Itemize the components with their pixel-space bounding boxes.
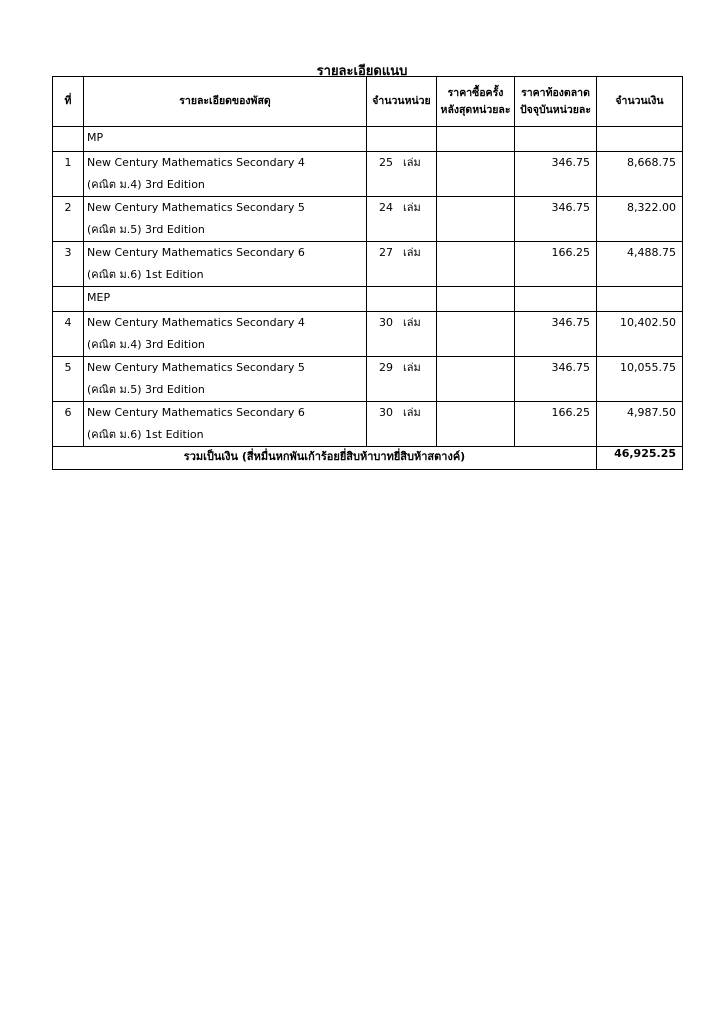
- item-market-price: 346.75: [515, 357, 597, 402]
- header-amount: จำนวนเงิน: [597, 77, 683, 127]
- header-last-price-line2: หลังสุดหน่วยละ: [440, 103, 511, 116]
- items-table: [52, 76, 683, 470]
- quantity-unit: เล่ม: [403, 156, 421, 169]
- item-quantity: [367, 197, 437, 242]
- item-amount: 10,402.50: [597, 312, 683, 357]
- document-title: รายละเอียดแนบ: [316, 64, 408, 79]
- item-quantity: [367, 242, 437, 287]
- item-title: New Century Mathematics Secondary 6: [87, 406, 305, 419]
- table-row: [53, 152, 683, 197]
- item-market-price: 166.25: [515, 402, 597, 447]
- table-row: [53, 242, 683, 287]
- item-market-price: 346.75: [515, 197, 597, 242]
- header-market-price-line1: ราคาท้องตลาด: [521, 86, 590, 99]
- quantity-value: 30: [379, 406, 393, 419]
- item-no: 1: [53, 152, 84, 197]
- quantity-value: 30: [379, 316, 393, 329]
- item-amount: 8,322.00: [597, 197, 683, 242]
- quantity-unit: เล่ม: [403, 246, 421, 259]
- item-description: [84, 242, 367, 287]
- item-quantity: [367, 152, 437, 197]
- item-description: [84, 152, 367, 197]
- item-last-price: [437, 242, 515, 287]
- item-amount: 8,668.75: [597, 152, 683, 197]
- item-quantity: [367, 402, 437, 447]
- item-amount: 4,987.50: [597, 402, 683, 447]
- item-subtitle: (คณิต ม.5) 3rd Edition: [87, 383, 205, 396]
- item-no: 2: [53, 197, 84, 242]
- quantity-value: 25: [379, 156, 393, 169]
- item-title: New Century Mathematics Secondary 5: [87, 201, 305, 214]
- item-market-price: 346.75: [515, 312, 597, 357]
- quantity-value: 27: [379, 246, 393, 259]
- item-no: 4: [53, 312, 84, 357]
- item-market-price: 346.75: [515, 152, 597, 197]
- quantity-value: 29: [379, 361, 393, 374]
- group-empty-cell: [597, 287, 683, 312]
- quantity-unit: เล่ม: [403, 316, 421, 329]
- item-subtitle: (คณิต ม.6) 1st Edition: [87, 428, 204, 441]
- group-no-cell: [53, 127, 84, 152]
- group-row: [53, 287, 683, 312]
- item-description: [84, 357, 367, 402]
- header-description: รายละเอียดของพัสดุ: [84, 77, 367, 127]
- item-last-price: [437, 357, 515, 402]
- item-amount: 10,055.75: [597, 357, 683, 402]
- item-quantity: [367, 357, 437, 402]
- group-empty-cell: [367, 287, 437, 312]
- group-empty-cell: [367, 127, 437, 152]
- item-subtitle: (คณิต ม.4) 3rd Edition: [87, 178, 205, 191]
- table-row: [53, 357, 683, 402]
- group-empty-cell: [437, 287, 515, 312]
- table-row: [53, 197, 683, 242]
- item-title: New Century Mathematics Secondary 4: [87, 156, 305, 169]
- quantity-unit: เล่ม: [403, 361, 421, 374]
- table-row: [53, 312, 683, 357]
- total-label: รวมเป็นเงิน (สี่หมื่นหกพันเก้าร้อยยี่สิบห้าบาทยี่สิบห้าสตางค์): [53, 447, 597, 470]
- group-name: MEP: [84, 287, 367, 312]
- table-row: [53, 402, 683, 447]
- item-last-price: [437, 312, 515, 357]
- item-description: [84, 402, 367, 447]
- quantity-unit: เล่ม: [403, 201, 421, 214]
- item-subtitle: (คณิต ม.6) 1st Edition: [87, 268, 204, 281]
- group-no-cell: [53, 287, 84, 312]
- item-last-price: [437, 152, 515, 197]
- total-row: [53, 447, 683, 470]
- header-market-price-line2: ปัจจุบันหน่วยละ: [519, 103, 592, 116]
- item-description: [84, 197, 367, 242]
- group-empty-cell: [515, 287, 597, 312]
- item-quantity: [367, 312, 437, 357]
- item-subtitle: (คณิต ม.5) 3rd Edition: [87, 223, 205, 236]
- group-empty-cell: [437, 127, 515, 152]
- item-last-price: [437, 197, 515, 242]
- item-last-price: [437, 402, 515, 447]
- total-amount: 46,925.25: [597, 447, 683, 470]
- item-no: 3: [53, 242, 84, 287]
- item-title: New Century Mathematics Secondary 6: [87, 246, 305, 259]
- item-title: New Century Mathematics Secondary 5: [87, 361, 305, 374]
- table-header-row: [53, 77, 683, 127]
- group-name: MP: [84, 127, 367, 152]
- group-empty-cell: [515, 127, 597, 152]
- header-last-price-line1: ราคาซื้อครั้ง: [447, 86, 504, 99]
- item-subtitle: (คณิต ม.4) 3rd Edition: [87, 338, 205, 351]
- group-empty-cell: [597, 127, 683, 152]
- item-no: 5: [53, 357, 84, 402]
- header-market-price: [515, 77, 597, 127]
- header-quantity: จำนวนหน่วย: [367, 77, 437, 127]
- header-no: ที่: [53, 77, 84, 127]
- header-last-price: [437, 77, 515, 127]
- item-title: New Century Mathematics Secondary 4: [87, 316, 305, 329]
- item-amount: 4,488.75: [597, 242, 683, 287]
- item-description: [84, 312, 367, 357]
- quantity-unit: เล่ม: [403, 406, 421, 419]
- item-no: 6: [53, 402, 84, 447]
- quantity-value: 24: [379, 201, 393, 214]
- item-market-price: 166.25: [515, 242, 597, 287]
- group-row: [53, 127, 683, 152]
